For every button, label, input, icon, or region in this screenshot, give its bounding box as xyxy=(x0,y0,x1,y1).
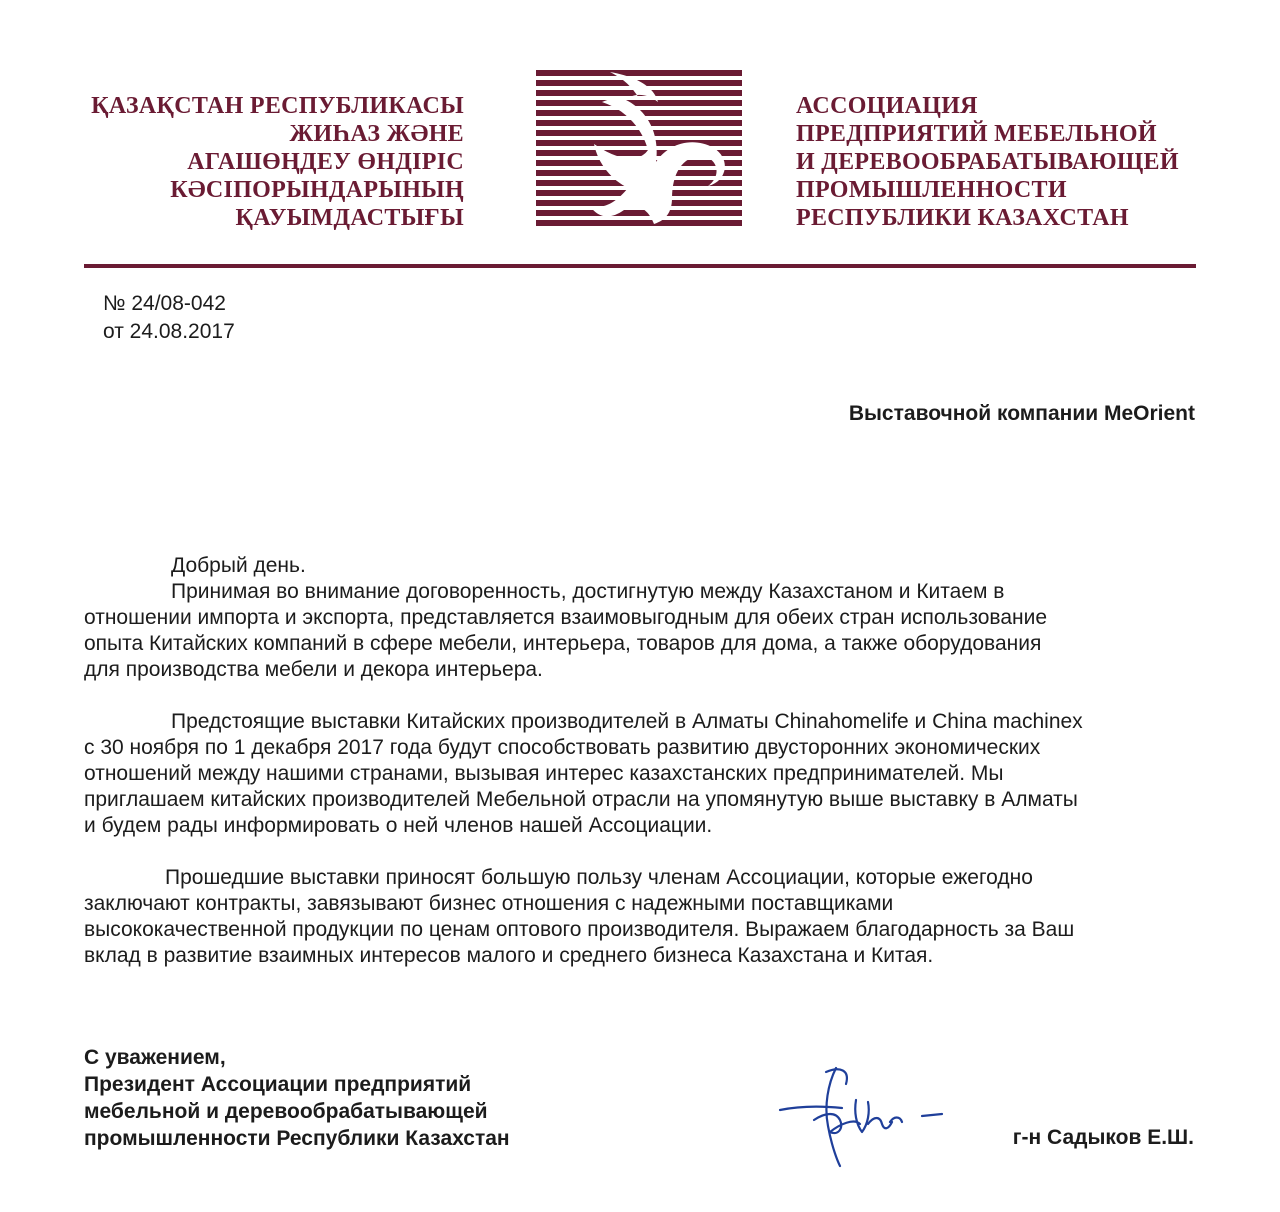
paragraph-line: для производства мебели и декора интерьера. xyxy=(84,658,543,681)
closing-line: мебельной и деревообрабатывающей xyxy=(84,1100,488,1123)
paragraph-line: приглашаем китайских производителей Мебельной отрасли на упомянутую выше выставку в Алматы xyxy=(84,788,1078,811)
paragraph-line: Предстоящие выставки Китайских производителей в Алматы Chinahomelife и China machinex xyxy=(171,710,1083,733)
paragraph-line: отношении импорта и экспорта, представляется взаимовыгодным для обеих стран использование xyxy=(84,606,1048,629)
org-name-russian-line: ПРЕДПРИЯТИЙ МЕБЕЛЬНОЙ xyxy=(796,121,1157,147)
handwritten-signature xyxy=(770,1060,950,1170)
org-name-kazakh-line: АГАШӨҢДЕУ ӨНДІРІС xyxy=(187,149,464,175)
paragraph-1 xyxy=(84,579,1234,683)
paragraph-3 xyxy=(84,865,1234,969)
paragraph-line: заключают контракты, завязывают бизнес отношения с надежными поставщиками xyxy=(84,892,894,915)
reference-number: № 24/08-042 xyxy=(103,292,226,315)
paragraph-line: с 30 ноября по 1 декабря 2017 года будут способствовать развитию двусторонних экономических xyxy=(84,736,1041,759)
org-name-russian-line: И ДЕРЕВООБРАБАТЫВАЮЩЕЙ xyxy=(796,149,1179,175)
closing-block xyxy=(84,1044,510,1152)
org-name-kazakh-line: ЖИҺАЗ ЖӘНЕ xyxy=(289,121,464,147)
org-name-kazakh-line: ҚАУЫМДАСТЫҒЫ xyxy=(235,205,464,231)
reference-date: от 24.08.2017 xyxy=(103,320,235,343)
greeting: Добрый день. xyxy=(171,554,306,577)
paragraph-2 xyxy=(84,709,1234,839)
org-name-russian-line: РЕСПУБЛИКИ КАЗАХСТАН xyxy=(796,205,1129,231)
paragraph-line: и будем рады информировать о ней членов нашей Ассоциации. xyxy=(84,814,713,837)
org-name-russian xyxy=(796,92,1216,232)
paragraph-line: опыта Китайских компаний в сфере мебели, интерьера, товаров для дома, а также оборудования xyxy=(84,632,1042,655)
signer-name: г-н Садыков Е.Ш. xyxy=(1012,1126,1194,1149)
org-name-russian-line: ПРОМЫШЛЕННОСТИ xyxy=(796,177,1067,203)
org-name-kazakh xyxy=(60,92,464,232)
association-logo xyxy=(536,70,742,226)
letter-body xyxy=(84,553,1234,969)
paragraph-line: Прошедшие выставки приносят большую пользу членам Ассоциации, которые ежегодно xyxy=(165,866,1033,889)
paragraph-line: Принимая во внимание договоренность, достигнутую между Казахстаном и Китаем в xyxy=(171,580,1005,603)
org-name-kazakh-line: КӘСІПОРЫНДАРЫНЫҢ xyxy=(170,177,464,203)
paragraph-line: высококачественной продукции по ценам оптового производителя. Выражаем благодарность за Ваш xyxy=(84,918,1075,941)
closing-line: Президент Ассоциации предприятий xyxy=(84,1073,472,1096)
header-divider xyxy=(84,264,1196,268)
addressee: Выставочной компании MeOrient xyxy=(848,402,1195,425)
paragraph-line: отношений между нашими странами, вызывая интерес казахстанских предпринимателей. Мы xyxy=(84,762,1004,785)
letter-reference xyxy=(103,290,235,346)
closing-line: С уважением, xyxy=(84,1046,226,1069)
paragraph-line: вклад в развитие взаимных интересов малого и среднего бизнеса Казахстана и Китая. xyxy=(84,944,934,967)
closing-line: промышленности Республики Казахстан xyxy=(84,1127,510,1150)
org-name-kazakh-line: ҚАЗАҚСТАН РЕСПУБЛИКАСЫ xyxy=(91,93,464,119)
org-name-russian-line: АССОЦИАЦИЯ xyxy=(796,93,978,119)
